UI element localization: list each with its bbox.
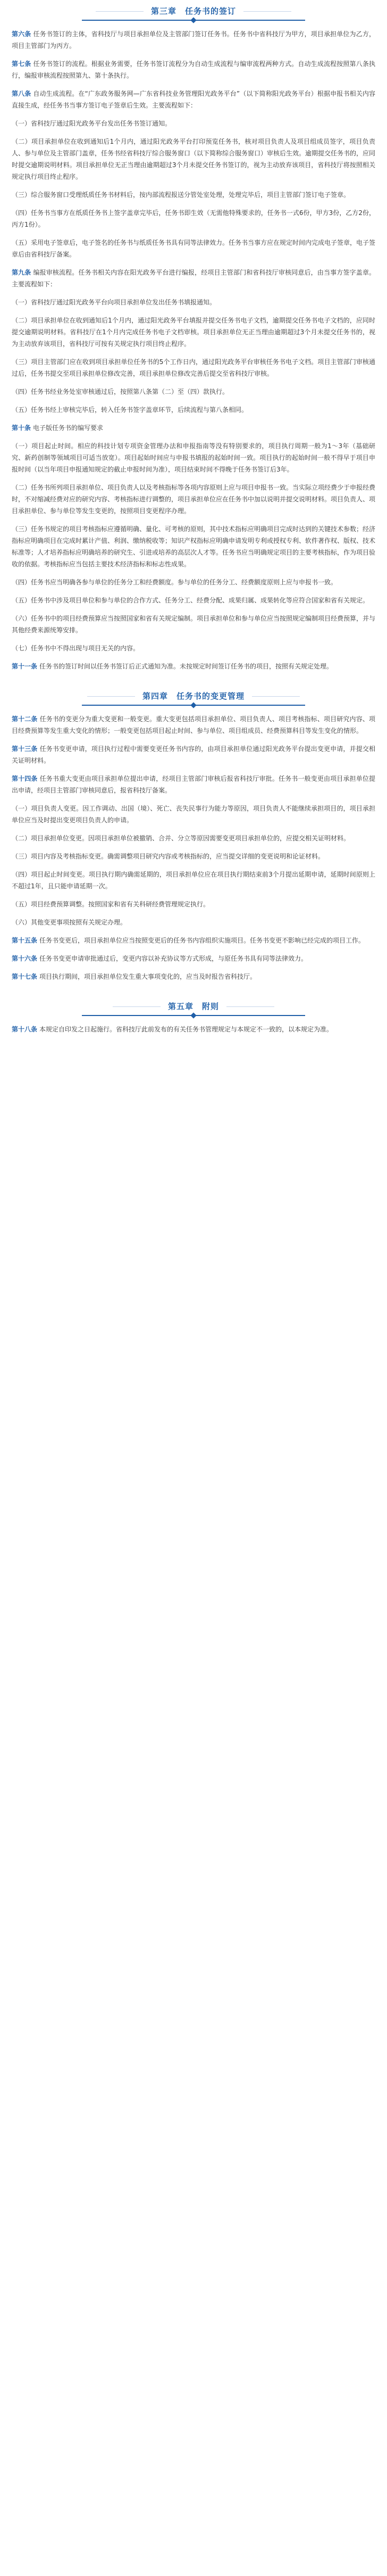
article-number: 第十六条 bbox=[12, 955, 38, 962]
article-text: 本规定自印发之日起施行。省科技厅此前发布的有关任务书管理规定与本规定不一致的，以本规定为准。 bbox=[39, 1026, 333, 1033]
chapter4-divider bbox=[82, 705, 305, 706]
article-8-item: （五）采用电子签章后，电子签名的任务书与纸质任务书具有同等法律效力。任务书当事方应在规定时间内完成电子签章，电子签章后由省科技厅备案。 bbox=[12, 239, 376, 258]
article-text: 任务书重大变更由项目承担单位提出申请，经项目主管部门审核后报省科技厅审批。任务书一般变更由项目承担单位提出申请，经项目主管部门审核同意后，报省科技厅备案。 bbox=[12, 775, 375, 794]
article-10 bbox=[12, 422, 375, 434]
article-9 bbox=[12, 267, 375, 290]
article-number: 第七条 bbox=[12, 60, 31, 68]
article-10-item: （五）任务书中涉及项目单位和参与单位的合作方式、任务分工、经费分配、成果归属、成果转化等应符合国家和省有关规定。 bbox=[12, 597, 369, 604]
article-9-item: （一）省科技厅通过阳光政务平台向项目承担单位发出任务书填报通知。 bbox=[12, 299, 216, 306]
article-number: 第十二条 bbox=[12, 715, 38, 723]
article-10-item: （二）任务书所列项目承担单位、项目负责人以及考核指标等各项内容原则上应与项目申报书一致。当实际立项经费少于申报经费时，不对缩减经费对应的研究内容、考核指标进行调整的，项目承担单位应在任务书中加以说明并提交说明材料。项目负责人、项目承担单位、参与单位等发生变更的，按照项目变更程序办理。 bbox=[12, 484, 376, 515]
chapter3-title: 第三章 任务书的签订 bbox=[144, 5, 243, 16]
article-9-item: （四）任务书经业务处室审核通过后，按照第八条第（二）至（四）款执行。 bbox=[12, 388, 229, 395]
article-number: 第六条 bbox=[12, 30, 31, 38]
article-8 bbox=[12, 88, 375, 111]
article-9-item: （五）任务书经上审核完毕后，转入任务书签字盖章环节，后续流程与第八条相同。 bbox=[12, 406, 248, 414]
article-8-item: （三）综合服务窗口受理纸质任务书材料后，按内部流程报送分管处室处理，处理完毕后，项目主管部门签订电子签章。 bbox=[12, 191, 350, 199]
article-text: 任务书的变更分为重大变更和一般变更。重大变更包括项目承担单位、项目负责人、项目考核指标、项目研究内容、项目经费预算等发生重大变化的情形；一般变更包括项目起止时间、参与单位、项目组成员、经费预算科目等发生变化的情形。 bbox=[12, 715, 375, 734]
article-14-item: （一）项目负责人变更。因工作调动、出国（境）、死亡、丧失民事行为能力等原因，项目负责人不能继续承担项目的，项目承担单位应当及时提出变更项目负责人的申请。 bbox=[12, 805, 375, 824]
chapter5-title: 第五章 附则 bbox=[161, 1001, 226, 1012]
article-14-item: （六）其他变更事项按照有关规定办理。 bbox=[12, 919, 127, 926]
article-14-item: （四）项目起止时间变更。项目执行期内确需延期的，项目承担单位应在项目执行期结束前3个月提出延期申请，延期时间原则上不超过1年，且只能申请延期一次。 bbox=[12, 871, 375, 890]
article-10-item: （一）项目起止时间。相应的科技计划专项资金管理办法和申报指南等没有特别要求的，项目执行周期一般为1～3年（基础研究、新药创制等领域项目可适当放宽）。项目起始时间应与申报书填报的起始时间一致。项目执行的起始时间一般不得早于项目申报时间（以当年项目申报通知规定的截止申报时间为准），项目结束时间不得晚于任务书签订后3年。 bbox=[12, 442, 375, 473]
article-text: 电子版任务书的编写要求 bbox=[33, 424, 104, 432]
chapter3-divider bbox=[82, 20, 305, 21]
article-text: 自动生成流程。在“广东政务服务网—广东省科技业务管理阳光政务平台”（以下简称阳光政务平台）根据申报书相关内容直接生成，经任务书当事方签订电子签章后生效。主要流程如下： bbox=[12, 90, 375, 109]
article-number: 第十条 bbox=[12, 424, 31, 432]
article-number: 第十七条 bbox=[12, 973, 38, 980]
article-14 bbox=[12, 773, 375, 796]
article-10-item: （三）任务书规定的项目考核指标应遵循明确、量化、可考核的原则，其中技术指标应明确项目完成时达到的关键技术参数；经济指标应明确项目在完成时累计产值、利润、缴纳税收等；知识产权指标应明确申请发明专利或授权专利、软件著作权、版权、技术标准等；人才培养指标应明确培养的研究生、引进或培养的高层次人才等。任务书应当明确规定项目的主要考核指标，作为项目验收的依据。考核指标应当包括主要技术经济指标和标志性成果。 bbox=[12, 525, 376, 568]
chapter3-header bbox=[12, 5, 375, 21]
article-9-item: （二）项目承担单位在收到通知后1个月内，通过阳光政务平台填报并提交任务书电子文档，逾期提交任务书电子文档的，应同时提交逾期说明材料。省科技厅在1个月内完成任务书电子文档审核。项目承担单位无正当理由逾期超过3个月未提交任务书的，视为主动放弃该项目，省科技厅可按有关规定执行项目终止程序。 bbox=[12, 317, 375, 348]
article-number: 第十五条 bbox=[12, 937, 38, 944]
document-page bbox=[0, 0, 387, 1054]
article-14-item: （三）项目内容及考核指标变更。确需调整项目研究内容或考核指标的，应当提交详细的变更说明和论证材料。 bbox=[12, 853, 325, 860]
article-8-item: （一）省科技厅通过阳光政务平台发出任务书签订通知。 bbox=[12, 120, 172, 127]
article-17 bbox=[12, 971, 375, 982]
chapter4-header bbox=[12, 690, 375, 706]
article-7 bbox=[12, 58, 375, 81]
article-14-item: （五）项目经费预算调整。按照国家和省有关科研经费管理规定执行。 bbox=[12, 901, 210, 908]
article-text: 任务书变更后，项目承担单位应当按照变更后的任务书内容组织实施项目。任务书变更不影响已经完成的项目工作。 bbox=[39, 937, 365, 944]
article-8-item: （四）任务书当事方在纸质任务书上签字盖章完毕后，任务书即生效（无需他特殊要求的，任务书一式6份，甲方3份，乙方2份，丙方1份）。 bbox=[12, 209, 375, 228]
article-number: 第九条 bbox=[12, 269, 31, 276]
article-15 bbox=[12, 935, 375, 946]
article-text: 编报审核流程。任务书相关内容在阳光政务平台进行编报，经项目主管部门和省科技厅审核同意后，由当事方签字盖章。主要流程如下： bbox=[12, 269, 375, 288]
article-11 bbox=[12, 660, 375, 672]
article-text: 任务书的签订时间以任务书签订后正式通知为准。未按规定时间签订任务书的项目，按照有关规定处理。 bbox=[39, 663, 333, 670]
article-13 bbox=[12, 743, 375, 766]
article-text: 任务书签订的流程。根据业务需要，任务书签订流程分为自动生成流程与编审流程两种方式。自动生成流程按照第八条执行，编报审核流程按照第九、第十条执行。 bbox=[12, 60, 375, 79]
article-number: 第十八条 bbox=[12, 1026, 38, 1033]
article-10-item: （四）任务书应当明确各参与单位的任务分工和经费额度。参与单位的任务分工、经费额度原则上应与申报书一致。 bbox=[12, 579, 338, 586]
article-text: 任务书签订的主体，省科技厅与项目承担单位及主管部门签订任务书。任务书中省科技厅为甲方，项目承担单位为乙方，项目主管部门为丙方。 bbox=[12, 30, 375, 49]
article-14-item: （二）项目承担单位变更。因项目承担单位被撤销、合并、分立等原因需要变更项目承担单位的，应提交相关证明材料。 bbox=[12, 835, 350, 842]
article-number: 第十四条 bbox=[12, 775, 38, 782]
article-9-item: （三）项目主管部门应在收到项目承担单位任务书的5个工作日内，通过阳光政务平台审核任务书电子文档。项目主管部门审核通过后，任务书提交至项目承担单位修改完善，项目承担单位修改完善后提交至省科技厅审核。 bbox=[12, 358, 375, 377]
article-10-item: （六）任务书中的项目经费预算应当按照国家和省有关规定编制。项目承担单位和参与单位应当按照规定编制项目经费预算，并与其他经费来源统筹安排。 bbox=[12, 615, 376, 634]
article-10-item: （七）任务书中不得出现与项目无关的内容。 bbox=[12, 645, 140, 652]
chapter5-divider bbox=[82, 1015, 305, 1016]
article-text: 任务书变更申请，项目执行过程中需要变更任务书内容的，由项目承担单位通过阳光政务平台提出变更申请，并提交相关证明材料。 bbox=[12, 745, 375, 764]
article-text: 任务书变更申请审批通过后，变更内容以补充协议等方式形成，与原任务书具有同等法律效力。 bbox=[39, 955, 308, 962]
article-number: 第十三条 bbox=[12, 745, 38, 753]
article-6 bbox=[12, 28, 375, 52]
article-text: 项目执行期间，项目承担单位发生重大事项变化的，应当及时报告省科技厅。 bbox=[39, 973, 257, 980]
chapter5-header bbox=[12, 1001, 375, 1016]
article-16 bbox=[12, 953, 375, 964]
article-number: 第八条 bbox=[12, 90, 31, 97]
article-number: 第十一条 bbox=[12, 663, 38, 670]
article-8-item: （二）项目承担单位在收到通知后1个月内，通过阳光政务平台打印预览任务书，核对项目负责人及项目组成员签字，项目负责人、参与单位及主管部门盖章，任务书经省科技厅综合服务窗口（以下简称综合服务窗口）审核后生效。逾期提交任务书的，应同时提交逾期说明材料。项目承担单位无正当理由逾期超过3个月未提交任务书签订的，视为主动放弃该项目，省科技厅将按照相关规定执行项目终止程序。 bbox=[12, 138, 376, 180]
article-18 bbox=[12, 1023, 375, 1035]
chapter4-title: 第四章 任务书的变更管理 bbox=[135, 690, 252, 701]
article-12 bbox=[12, 713, 375, 737]
